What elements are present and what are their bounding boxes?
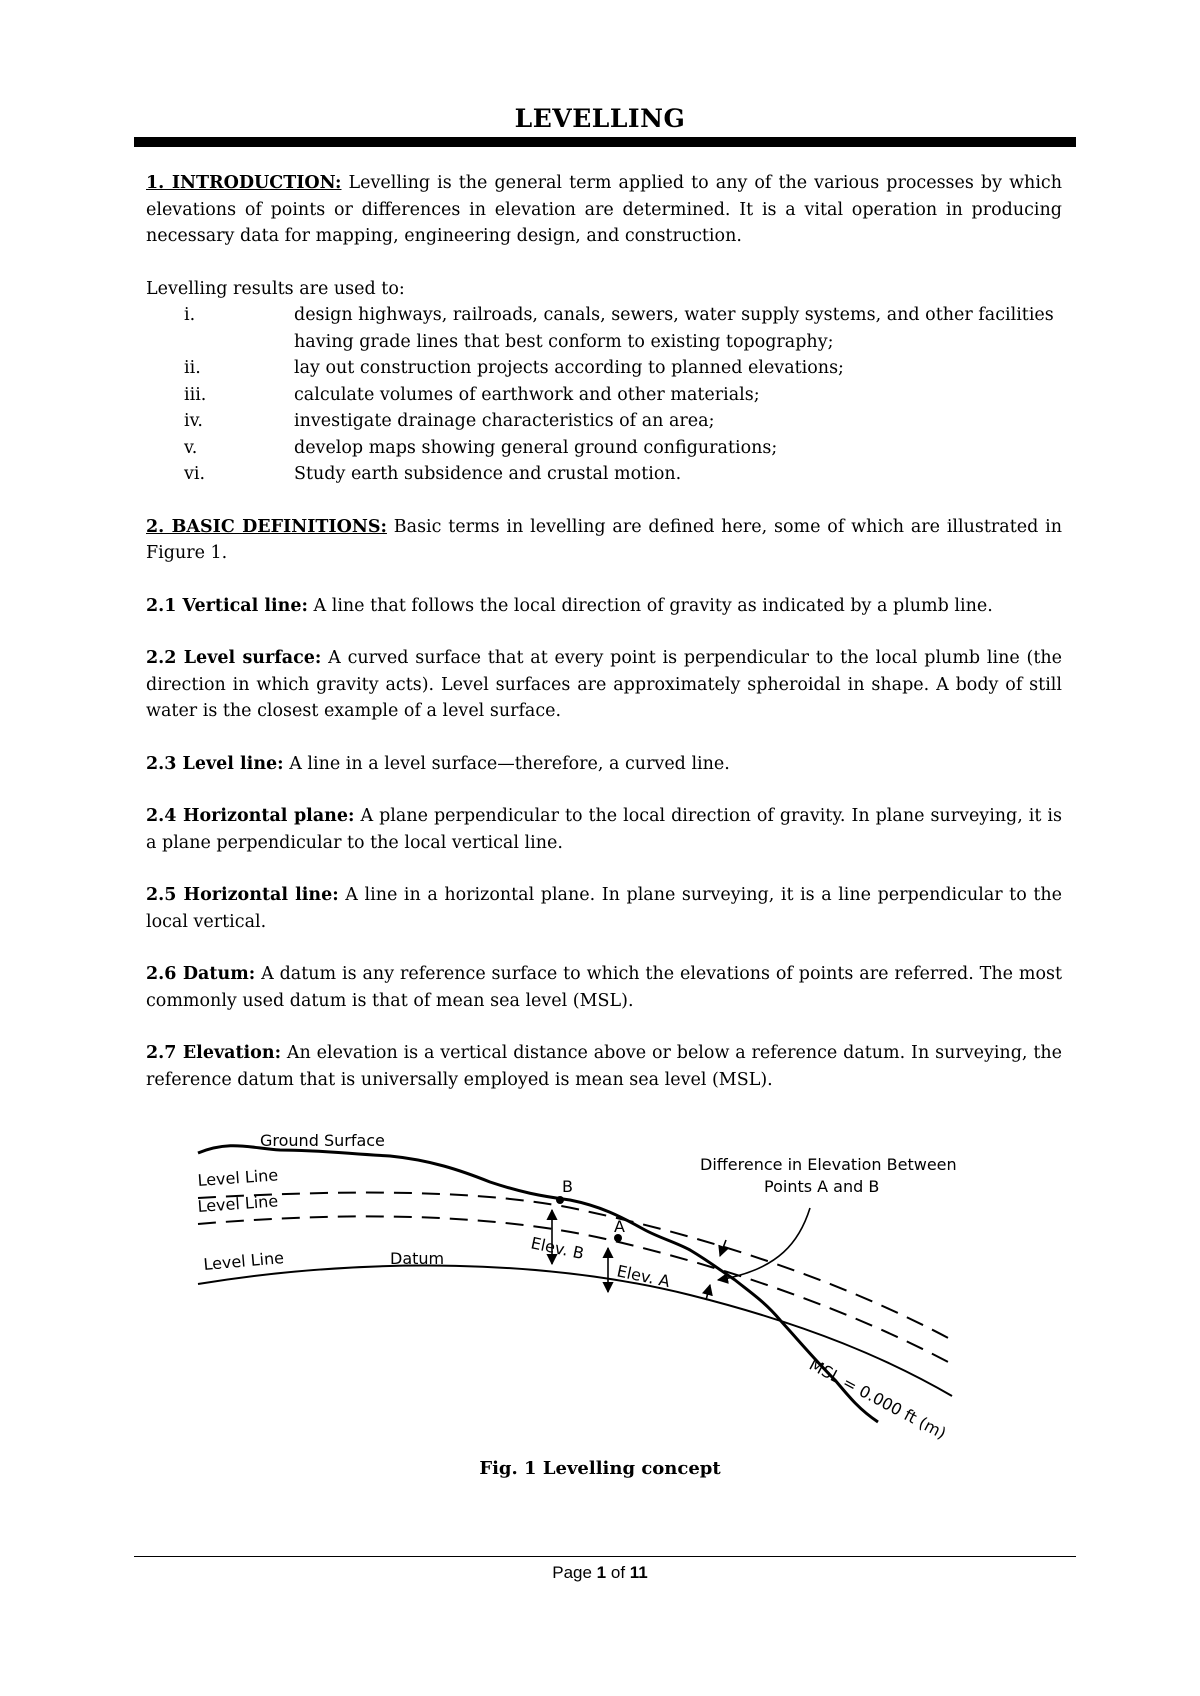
intro-text: Levelling is the general term applied to any of the various processes by which elevations of points or differences in elevation are determined. It is a vital operation in producing necessary data for mapping, engineering design, and construction. <box>146 173 1062 246</box>
levelling-figure <box>190 1120 1070 1450</box>
list-item <box>146 382 1062 409</box>
definition-term: 2.4 Horizontal plane: <box>146 806 355 826</box>
footer-rule <box>134 1556 1076 1557</box>
list-item <box>146 302 1062 355</box>
label-datum: Datum <box>390 1249 445 1268</box>
label-ground-surface: Ground Surface <box>260 1131 385 1150</box>
list-item <box>146 461 1062 488</box>
label-difference-line-1: Difference in Elevation Between <box>700 1155 957 1174</box>
point-b-marker <box>556 1196 564 1204</box>
list-text: lay out construction projects according to planned elevations; <box>294 358 844 378</box>
label-level-line-1: Level Line <box>196 1165 279 1190</box>
difference-arrow-bottom <box>706 1285 710 1300</box>
label-elev-b: Elev. B <box>529 1233 586 1264</box>
label-msl: MSL = 0.000 ft (m) <box>806 1354 950 1443</box>
definition-term: 2.7 Elevation: <box>146 1043 282 1063</box>
intro-heading: 1. INTRODUCTION: <box>146 173 342 193</box>
label-level-line-2: Level Line <box>196 1191 279 1216</box>
list-item <box>146 408 1062 435</box>
body-content <box>146 170 1062 1119</box>
definition-level-line <box>146 751 1062 778</box>
label-elev-a: Elev. A <box>615 1261 672 1292</box>
footer-middle: of <box>606 1563 630 1582</box>
definition-vertical-line <box>146 593 1062 620</box>
definition-text: A line in a level surface—therefore, a curved line. <box>283 753 730 774</box>
definition-text: A plane perpendicular to the local direction of gravity. In plane surveying, it is a plane perpendicular to the local vertical line. <box>146 806 1062 853</box>
definition-text: An elevation is a vertical distance above or below a reference datum. In surveying, the reference datum that is universally employed is mean sea level (MSL). <box>146 1043 1062 1090</box>
list-number: iv. <box>184 411 203 431</box>
definition-term: 2.5 Horizontal line: <box>146 885 339 905</box>
definition-text: A datum is any reference surface to which the elevations of points are referred. The most commonly used datum is that of mean sea level (MSL). <box>146 964 1062 1011</box>
definition-text: A curved surface that at every point is perpendicular to the local plumb line (the direction in which gravity acts). Level surfaces are approximately spheroidal in shape. A body of still water is the closest example of a level surface. <box>146 648 1062 721</box>
list-number: v. <box>184 437 198 458</box>
list-text: investigate drainage characteristics of an area; <box>294 411 715 431</box>
label-difference-line-2: Points A and B <box>764 1177 880 1196</box>
definition-term: 2.3 Level line: <box>146 753 284 774</box>
list-text: develop maps showing general ground configurations; <box>294 437 778 458</box>
list-item <box>146 355 1062 382</box>
difference-leader <box>718 1208 810 1280</box>
title-rule <box>134 137 1076 147</box>
page-title: LEVELLING <box>514 104 686 133</box>
current-page-number: 1 <box>596 1563 607 1582</box>
list-number: ii. <box>184 358 201 378</box>
list-text: design highways, railroads, canals, sewers, water supply systems, and other facilities having grade lines that best conform to existing topography; <box>294 305 1054 352</box>
intro-paragraph <box>146 170 1062 250</box>
list-text: calculate volumes of earthwork and other materials; <box>294 384 760 405</box>
definition-term: 2.1 Vertical line: <box>146 595 308 616</box>
definition-elevation <box>146 1040 1062 1093</box>
definitions-paragraph <box>146 514 1062 567</box>
definition-term: 2.2 Level surface: <box>146 648 322 668</box>
total-pages-number: 11 <box>629 1563 648 1582</box>
uses-lead: Levelling results are used to: <box>146 278 405 299</box>
definition-text: A line in a horizontal plane. In plane surveying, it is a line perpendicular to the local vertical. <box>146 885 1062 932</box>
list-number: iii. <box>184 384 207 405</box>
uses-list <box>146 302 1062 488</box>
footer-prefix: Page <box>552 1563 597 1582</box>
list-number: vi. <box>184 464 206 484</box>
definition-horizontal-line <box>146 882 1062 935</box>
definitions-text: Basic terms in levelling are defined here, some of which are illustrated in Figure 1. <box>146 516 1062 563</box>
definition-horizontal-plane <box>146 803 1062 856</box>
definition-datum <box>146 961 1062 1014</box>
definition-text: A line that follows the local direction of gravity as indicated by a plumb line. <box>307 595 993 616</box>
label-level-line-3: Level Line <box>202 1248 285 1274</box>
figure-caption: Fig. 1 Levelling concept <box>479 1458 721 1479</box>
definition-level-surface <box>146 645 1062 725</box>
label-point-a: A <box>614 1217 625 1236</box>
definitions-heading: 2. BASIC DEFINITIONS: <box>146 516 387 537</box>
levelling-diagram <box>190 1120 1070 1450</box>
definition-term: 2.6 Datum: <box>146 964 256 984</box>
list-item <box>146 435 1062 462</box>
label-point-b: B <box>562 1177 573 1196</box>
level-line-upper <box>198 1193 952 1340</box>
list-number: i. <box>184 305 196 325</box>
list-text: Study earth subsidence and crustal motion. <box>294 464 682 484</box>
page-footer <box>0 1563 1200 1583</box>
